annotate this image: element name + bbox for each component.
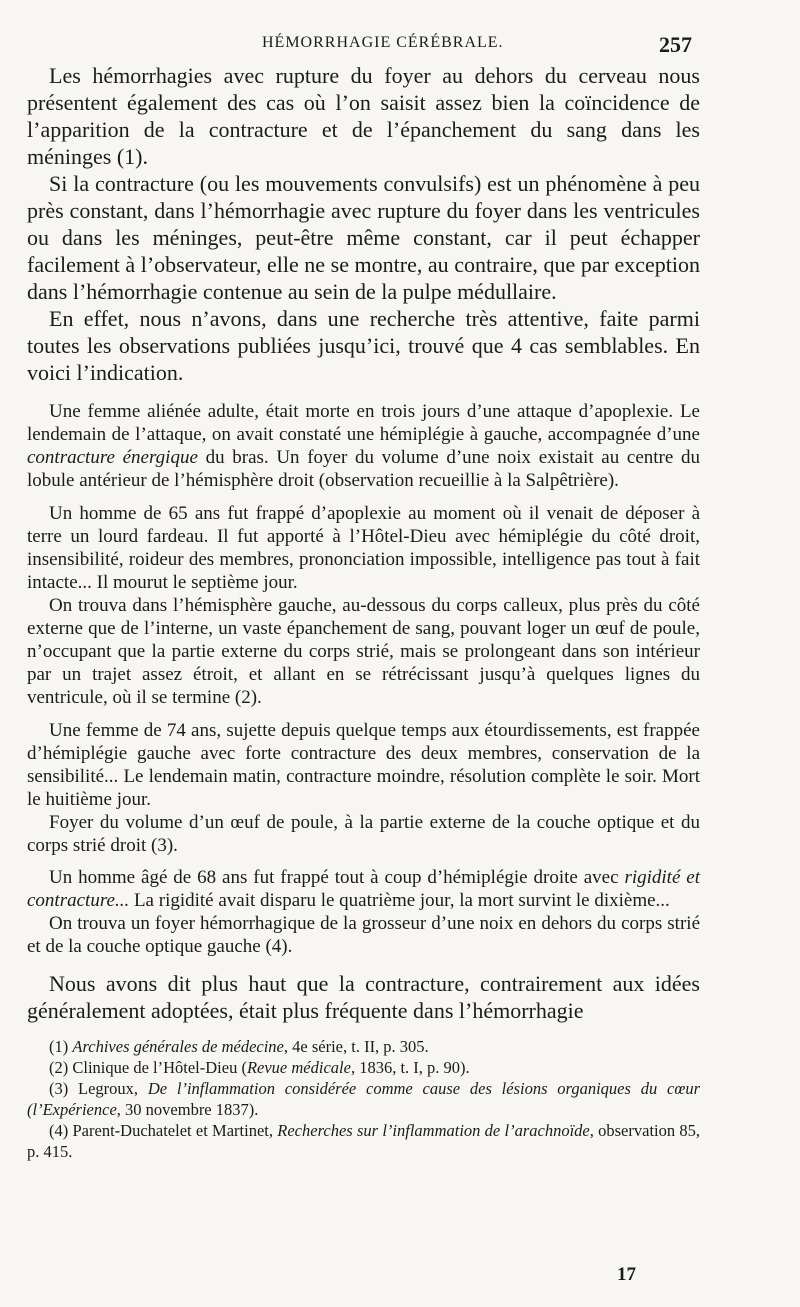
footnote: (4) Parent-Duchatelet et Martinet, Recherches sur l’inflammation de l’arachnoïde, observation 85, p. 415. xyxy=(27,1121,700,1161)
observation xyxy=(27,866,700,958)
footnote: (2) Clinique de l’Hôtel-Dieu (Revue médicale, 1836, t. I, p. 90). xyxy=(49,1058,470,1077)
footnotes xyxy=(27,1036,700,1162)
paragraph: Si la contracture (ou les mouvements convulsifs) est un phénomène à peu près constant, dans l’hémorrhagie avec rupture du foyer dans les ventricules ou dans les méninges, peut-être même constant, car il peut échapper facilement à l’observateur, elle ne se montre, au contraire, que par exception dans l’hémorrhagie contenue au sein de la pulpe médullaire. xyxy=(27,171,700,304)
footnote: (1) Archives générales de médecine, 4e série, t. II, p. 305. xyxy=(49,1037,429,1056)
page-number: 257 xyxy=(659,32,692,57)
closing-text xyxy=(27,970,700,1024)
main-text xyxy=(27,62,700,386)
paragraph: En effet, nous n’avons, dans une recherche très attentive, faite parmi toutes les observations publiées jusqu’ici, trouvé que 4 cas semblables. En voici l’indication. xyxy=(27,306,700,385)
paragraph: Nous avons dit plus haut que la contracture, contrairement aux idées généralement adoptées, était plus fréquente dans l’hémorrhagie xyxy=(27,971,700,1023)
observation-text: Un homme âgé de 68 ans fut frappé tout à coup d’hémiplégie droite avec rigidité et contracture... La rigidité avait disparu le quatrième jour, la mort survint le dixième... xyxy=(27,867,700,911)
signature-mark: 17 xyxy=(617,1264,636,1285)
observation-text: On trouva dans l’hémisphère gauche, au-dessous du corps calleux, plus près du côté externe que de l’interne, un vaste épanchement de sang, pouvant loger un œuf de poule, n’occupant que la partie externe du corps strié, mais se prolongeant dans son intérieur par un trajet assez étroit, et allant en se rétrécissant jusqu’à quelques lignes du ventricule, où il se termine (2). xyxy=(27,595,700,708)
observation xyxy=(27,719,700,857)
page-header xyxy=(30,30,692,58)
observation-text: Une femme de 74 ans, sujette depuis quelque temps aux étourdissements, est frappée d’hémiplégie gauche avec forte contracture des deux membres, conservation de la sensibilité... Le lendemain matin, contracture moindre, résolution complète le soir. Mort le huitième jour. xyxy=(27,720,700,810)
footnote: (3) Legroux, De l’inflammation considérée comme cause des lésions organiques du cœur (l’Expérience, 30 novembre 1837). xyxy=(27,1079,700,1119)
observation-text: On trouva un foyer hémorrhagique de la grosseur d’une noix en dehors du corps strié et de la couche optique gauche (4). xyxy=(27,913,700,957)
paragraph: Les hémorrhagies avec rupture du foyer au dehors du cerveau nous présentent également des cas où l’on saisit assez bien la coïncidence de l’apparition de la contracture et de l’épanchement du sang dans les méninges (1). xyxy=(27,63,700,169)
observation xyxy=(27,400,700,492)
observation-text: Foyer du volume d’un œuf de poule, à la partie externe de la couche optique et du corps strié droit (3). xyxy=(27,812,700,856)
observation-text: Un homme de 65 ans fut frappé d’apoplexie au moment où il venait de déposer à terre un lourd fardeau. Il fut apporté à l’Hôtel-Dieu avec hémiplégie du côté droit, insensibilité, roideur des membres, prononciation impossible, intelligence pas tout à fait intacte... Il mourut le septième jour. xyxy=(27,503,700,593)
observation xyxy=(27,502,700,709)
page-body xyxy=(27,62,700,1162)
running-title: HÉMORRHAGIE CÉRÉBRALE. xyxy=(262,34,504,51)
observation-text: Une femme aliénée adulte, était morte en trois jours d’une attaque d’apoplexie. Le lendemain de l’attaque, on avait constaté une hémiplégie à gauche, accompagnée d’une contracture énergique du bras. Un foyer du volume d’une noix existait au centre du lobule antérieur de l’hémisphère droit (observation recueillie à la Salpêtrière). xyxy=(27,401,700,491)
